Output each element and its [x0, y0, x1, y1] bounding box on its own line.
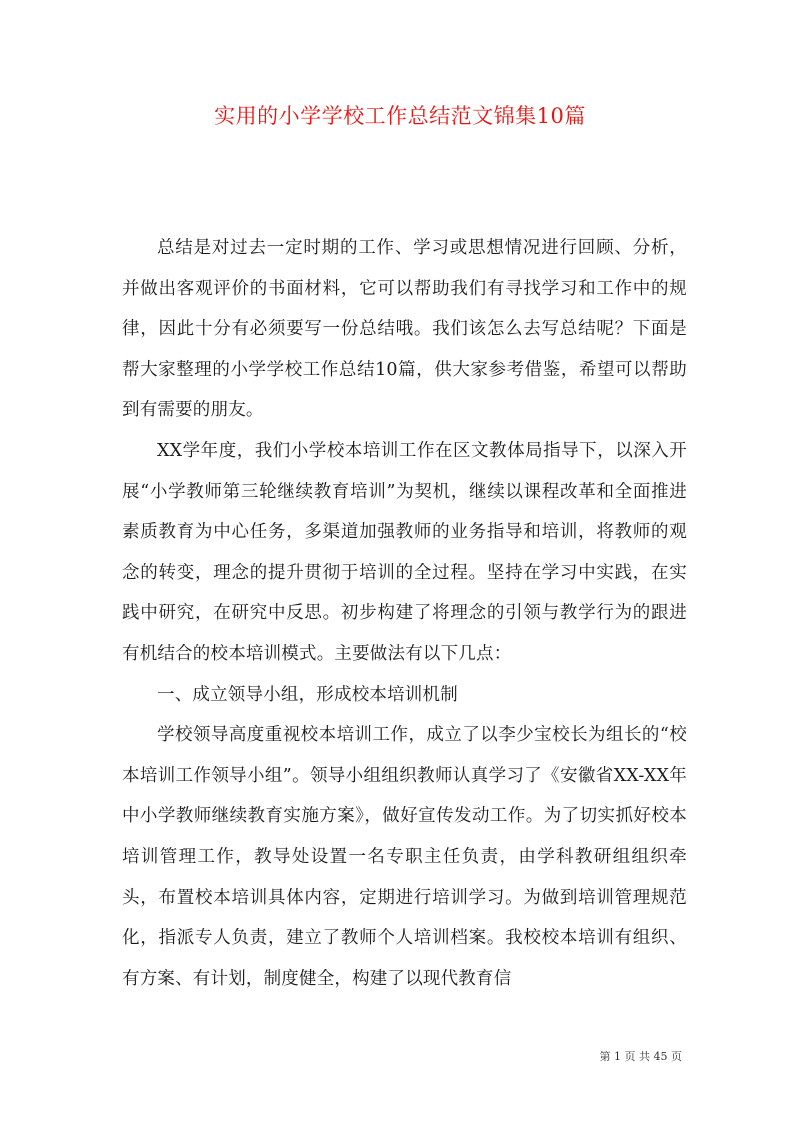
section-heading: 一、成立领导小组，形成校本培训机制: [157, 684, 458, 705]
section-paragraph: 学校领导高度重视校本培训工作，成立了以李少宝校长为组长的“校本培训工作领导小组”。领导小组组织教师认真学习了《安徽省XX-XX年中小学教师继续教育实施方案》，做好宣传发动工作。为了切实抓好校本培训管理工作，教导处设置一名专职主任负责，由学科教研组组织牵头，布置校本培训具体内容，定期进行培训学习。为做到培训管理规范化，指派专人负责，建立了教师个人培训档案。我校校本培训有组织、有方案、有计划，制度健全，构建了以现代教育信: [122, 725, 687, 989]
page-title: 实用的小学学校工作总结范文锦集10篇: [214, 104, 586, 128]
page-number-footer: 第 1 页 共 45 页: [599, 1050, 682, 1063]
document-body: [122, 228, 687, 999]
overview-paragraph: XX学年度，我们小学校本培训工作在区文教体局指导下，以深入开展“小学教师第三轮继续教育培训”为契机，继续以课程改革和全面推进素质教育为中心任务，多渠道加强教师的业务指导和培训，将教师的观念的转变，理念的提升贯彻于培训的全过程。坚持在学习中实践，在实践中研究，在研究中反思。初步构建了将理念的引领与教学行为的跟进有机结合的校本培训模式。主要做法有以下几点：: [122, 440, 687, 664]
intro-paragraph: 总结是对过去一定时期的工作、学习或思想情况进行回顾、分析，并做出客观评价的书面材料，它可以帮助我们有寻找学习和工作中的规律，因此十分有必须要写一份总结哦。我们该怎么去写总结呢？下面是帮大家整理的小学学校工作总结10篇，供大家参考借鉴，希望可以帮助到有需要的朋友。: [122, 238, 687, 421]
